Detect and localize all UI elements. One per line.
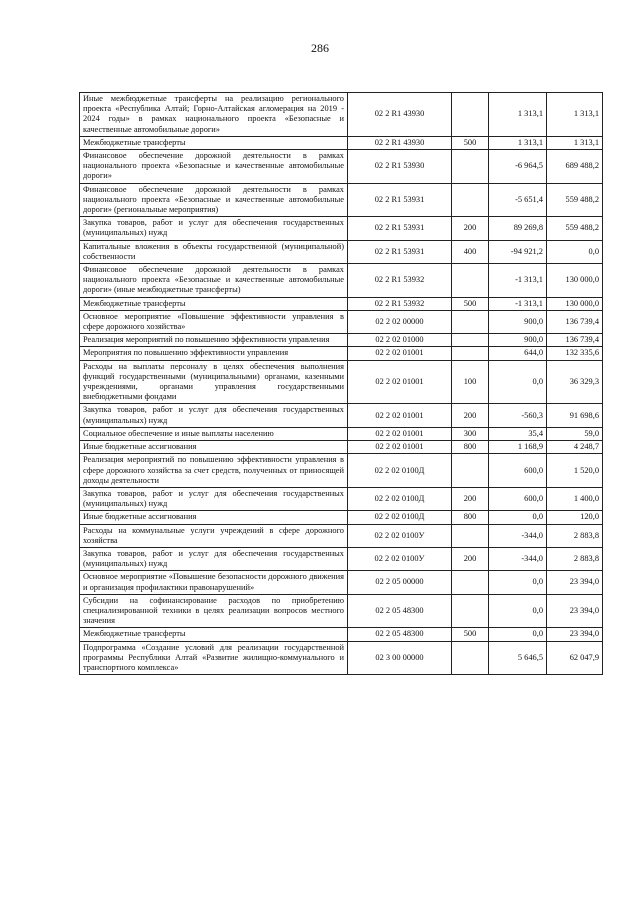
expense-name-cell: Иные бюджетные ассигнования <box>80 511 348 524</box>
table-row <box>80 571 603 594</box>
expense-type-cell: 200 <box>452 547 489 570</box>
expense-name-cell: Подпрограмма «Создание условий для реализации государственной программы Республики Алтай «Развитие жилищно-коммунального и транспортного комплекса» <box>80 641 348 675</box>
table-row <box>80 217 603 240</box>
expense-name-cell: Межбюджетные трансферты <box>80 628 348 641</box>
change-amount-cell: 0,0 <box>489 511 547 524</box>
target-code-cell: 02 2 R1 53931 <box>348 240 452 263</box>
table-row <box>80 150 603 184</box>
change-amount-cell: -6 964,5 <box>489 150 547 184</box>
change-amount-cell: -5 651,4 <box>489 183 547 217</box>
change-amount-cell: 1 313,1 <box>489 136 547 149</box>
target-code-cell: 02 2 R1 43930 <box>348 93 452 137</box>
expense-name-cell: Расходы на выплаты персоналу в целях обеспечения выполнения функций государственными (муниципальными) органами, казенными учреждениями, органами управления государственными внебюджетными фондами <box>80 360 348 404</box>
expense-type-cell: 500 <box>452 628 489 641</box>
change-amount-cell: 600,0 <box>489 454 547 488</box>
target-code-cell: 02 2 R1 53931 <box>348 183 452 217</box>
total-amount-cell: 2 883,8 <box>547 547 603 570</box>
table-row <box>80 454 603 488</box>
table-row <box>80 427 603 440</box>
target-code-cell: 02 2 02 0100Д <box>348 511 452 524</box>
expense-type-cell: 100 <box>452 360 489 404</box>
expense-name-cell: Основное мероприятие «Повышение эффективности управления в сфере дорожного хозяйства» <box>80 310 348 333</box>
total-amount-cell: 136 739,4 <box>547 334 603 347</box>
total-amount-cell: 23 394,0 <box>547 628 603 641</box>
change-amount-cell: 89 269,8 <box>489 217 547 240</box>
target-code-cell: 02 2 02 01001 <box>348 347 452 360</box>
expense-type-cell <box>452 264 489 298</box>
table-row <box>80 334 603 347</box>
budget-table <box>79 92 603 675</box>
change-amount-cell: 5 646,5 <box>489 641 547 675</box>
table-row <box>80 524 603 547</box>
table-row <box>80 641 603 675</box>
target-code-cell: 02 2 R1 53932 <box>348 297 452 310</box>
target-code-cell: 02 2 02 0100У <box>348 524 452 547</box>
change-amount-cell: -1 313,1 <box>489 264 547 298</box>
target-code-cell: 02 2 02 00000 <box>348 310 452 333</box>
table-row <box>80 594 603 628</box>
expense-type-cell: 200 <box>452 487 489 510</box>
expense-type-cell: 200 <box>452 404 489 427</box>
expense-name-cell: Закупка товаров, работ и услуг для обеспечения государственных (муниципальных) нужд <box>80 217 348 240</box>
change-amount-cell: -344,0 <box>489 524 547 547</box>
expense-name-cell: Закупка товаров, работ и услуг для обеспечения государственных (муниципальных) нужд <box>80 547 348 570</box>
expense-type-cell <box>452 310 489 333</box>
total-amount-cell: 0,0 <box>547 240 603 263</box>
table-row <box>80 183 603 217</box>
expense-name-cell: Реализация мероприятий по повышению эффективности управления <box>80 334 348 347</box>
target-code-cell: 02 2 R1 53930 <box>348 150 452 184</box>
target-code-cell: 02 2 02 0100У <box>348 547 452 570</box>
table-row <box>80 93 603 137</box>
change-amount-cell: 35,4 <box>489 427 547 440</box>
expense-type-cell: 800 <box>452 511 489 524</box>
target-code-cell: 02 2 02 01000 <box>348 334 452 347</box>
change-amount-cell: 900,0 <box>489 310 547 333</box>
expense-name-cell: Социальное обеспечение и иные выплаты населению <box>80 427 348 440</box>
expense-type-cell <box>452 454 489 488</box>
expense-name-cell: Иные бюджетные ассигнования <box>80 441 348 454</box>
expense-type-cell <box>452 641 489 675</box>
expense-type-cell <box>452 524 489 547</box>
expense-name-cell: Финансовое обеспечение дорожной деятельности в рамках национального проекта «Безопасные и качественные автомобильные дороги» (региональные мероприятия) <box>80 183 348 217</box>
total-amount-cell: 132 335,6 <box>547 347 603 360</box>
expense-name-cell: Реализация мероприятий по повышению эффективности управления в сфере дорожного хозяйства за счет средств, полученных от приносящей доходы деятельности <box>80 454 348 488</box>
target-code-cell: 02 2 05 48300 <box>348 594 452 628</box>
target-code-cell: 02 2 05 48300 <box>348 628 452 641</box>
total-amount-cell: 23 394,0 <box>547 594 603 628</box>
total-amount-cell: 1 313,1 <box>547 93 603 137</box>
total-amount-cell: 689 488,2 <box>547 150 603 184</box>
total-amount-cell: 91 698,6 <box>547 404 603 427</box>
table-row <box>80 511 603 524</box>
expense-type-cell <box>452 334 489 347</box>
change-amount-cell: -94 921,2 <box>489 240 547 263</box>
expense-name-cell: Финансовое обеспечение дорожной деятельности в рамках национального проекта «Безопасные и качественные автомобильные дороги» <box>80 150 348 184</box>
target-code-cell: 02 2 02 01001 <box>348 441 452 454</box>
table-row <box>80 136 603 149</box>
target-code-cell: 02 2 02 01001 <box>348 360 452 404</box>
table-row <box>80 404 603 427</box>
total-amount-cell: 559 488,2 <box>547 183 603 217</box>
change-amount-cell: 1 168,9 <box>489 441 547 454</box>
target-code-cell: 02 3 00 00000 <box>348 641 452 675</box>
table-row <box>80 240 603 263</box>
target-code-cell: 02 2 R1 43930 <box>348 136 452 149</box>
expense-name-cell: Субсидии на софинансирование расходов по приобретению специализированной техники в целях реализации вопросов местного значения <box>80 594 348 628</box>
expense-name-cell: Расходы на коммунальные услуги учреждений в сфере дорожного хозяйства <box>80 524 348 547</box>
table-row <box>80 297 603 310</box>
total-amount-cell: 23 394,0 <box>547 571 603 594</box>
page-number: 286 <box>311 41 329 55</box>
total-amount-cell: 120,0 <box>547 511 603 524</box>
expense-name-cell: Межбюджетные трансферты <box>80 136 348 149</box>
expense-name-cell: Межбюджетные трансферты <box>80 297 348 310</box>
target-code-cell: 02 2 02 0100Д <box>348 487 452 510</box>
change-amount-cell: 900,0 <box>489 334 547 347</box>
change-amount-cell: -560,3 <box>489 404 547 427</box>
total-amount-cell: 1 400,0 <box>547 487 603 510</box>
table-row <box>80 360 603 404</box>
change-amount-cell: 644,0 <box>489 347 547 360</box>
total-amount-cell: 136 739,4 <box>547 310 603 333</box>
total-amount-cell: 36 329,3 <box>547 360 603 404</box>
expense-type-cell: 200 <box>452 217 489 240</box>
expense-type-cell <box>452 594 489 628</box>
expense-type-cell <box>452 571 489 594</box>
budget-table-body <box>80 93 603 675</box>
change-amount-cell: 600,0 <box>489 487 547 510</box>
expense-name-cell: Финансовое обеспечение дорожной деятельности в рамках национального проекта «Безопасные и качественные автомобильные дороги» (иные межбюджетные трансферты) <box>80 264 348 298</box>
expense-name-cell: Мероприятия по повышению эффективности управления <box>80 347 348 360</box>
table-row <box>80 264 603 298</box>
expense-type-cell <box>452 93 489 137</box>
total-amount-cell: 130 000,0 <box>547 264 603 298</box>
change-amount-cell: -1 313,1 <box>489 297 547 310</box>
target-code-cell: 02 2 02 01001 <box>348 427 452 440</box>
table-row <box>80 547 603 570</box>
expense-name-cell: Основное мероприятие «Повышение безопасности дорожного движения и организация профилактики правонарушений» <box>80 571 348 594</box>
expense-type-cell: 300 <box>452 427 489 440</box>
expense-type-cell: 400 <box>452 240 489 263</box>
target-code-cell: 02 2 R1 53931 <box>348 217 452 240</box>
table-row <box>80 441 603 454</box>
expense-type-cell: 800 <box>452 441 489 454</box>
expense-name-cell: Капитальные вложения в объекты государственной (муниципальной) собственности <box>80 240 348 263</box>
total-amount-cell: 59,0 <box>547 427 603 440</box>
expense-name-cell: Закупка товаров, работ и услуг для обеспечения государственных (муниципальных) нужд <box>80 404 348 427</box>
total-amount-cell: 559 488,2 <box>547 217 603 240</box>
expense-name-cell: Закупка товаров, работ и услуг для обеспечения государственных (муниципальных) нужд <box>80 487 348 510</box>
expense-type-cell <box>452 183 489 217</box>
total-amount-cell: 4 248,7 <box>547 441 603 454</box>
table-row <box>80 347 603 360</box>
change-amount-cell: 0,0 <box>489 594 547 628</box>
expense-type-cell <box>452 347 489 360</box>
expense-type-cell: 500 <box>452 297 489 310</box>
change-amount-cell: 0,0 <box>489 571 547 594</box>
total-amount-cell: 1 520,0 <box>547 454 603 488</box>
target-code-cell: 02 2 02 01001 <box>348 404 452 427</box>
change-amount-cell: 1 313,1 <box>489 93 547 137</box>
total-amount-cell: 1 313,1 <box>547 136 603 149</box>
total-amount-cell: 2 883,8 <box>547 524 603 547</box>
total-amount-cell: 130 000,0 <box>547 297 603 310</box>
target-code-cell: 02 2 R1 53932 <box>348 264 452 298</box>
total-amount-cell: 62 047,9 <box>547 641 603 675</box>
expense-type-cell: 500 <box>452 136 489 149</box>
table-row <box>80 628 603 641</box>
change-amount-cell: 0,0 <box>489 628 547 641</box>
change-amount-cell: -344,0 <box>489 547 547 570</box>
table-row <box>80 487 603 510</box>
expense-type-cell <box>452 150 489 184</box>
target-code-cell: 02 2 02 0100Д <box>348 454 452 488</box>
target-code-cell: 02 2 05 00000 <box>348 571 452 594</box>
expense-name-cell: Иные межбюджетные трансферты на реализацию регионального проекта «Республика Алтай; Горно-Алтайская агломерация на 2019 - 2024 годы» в рамках национального проекта «Безопасные и качественные автомобильные дороги» <box>80 93 348 137</box>
table-row <box>80 310 603 333</box>
change-amount-cell: 0,0 <box>489 360 547 404</box>
